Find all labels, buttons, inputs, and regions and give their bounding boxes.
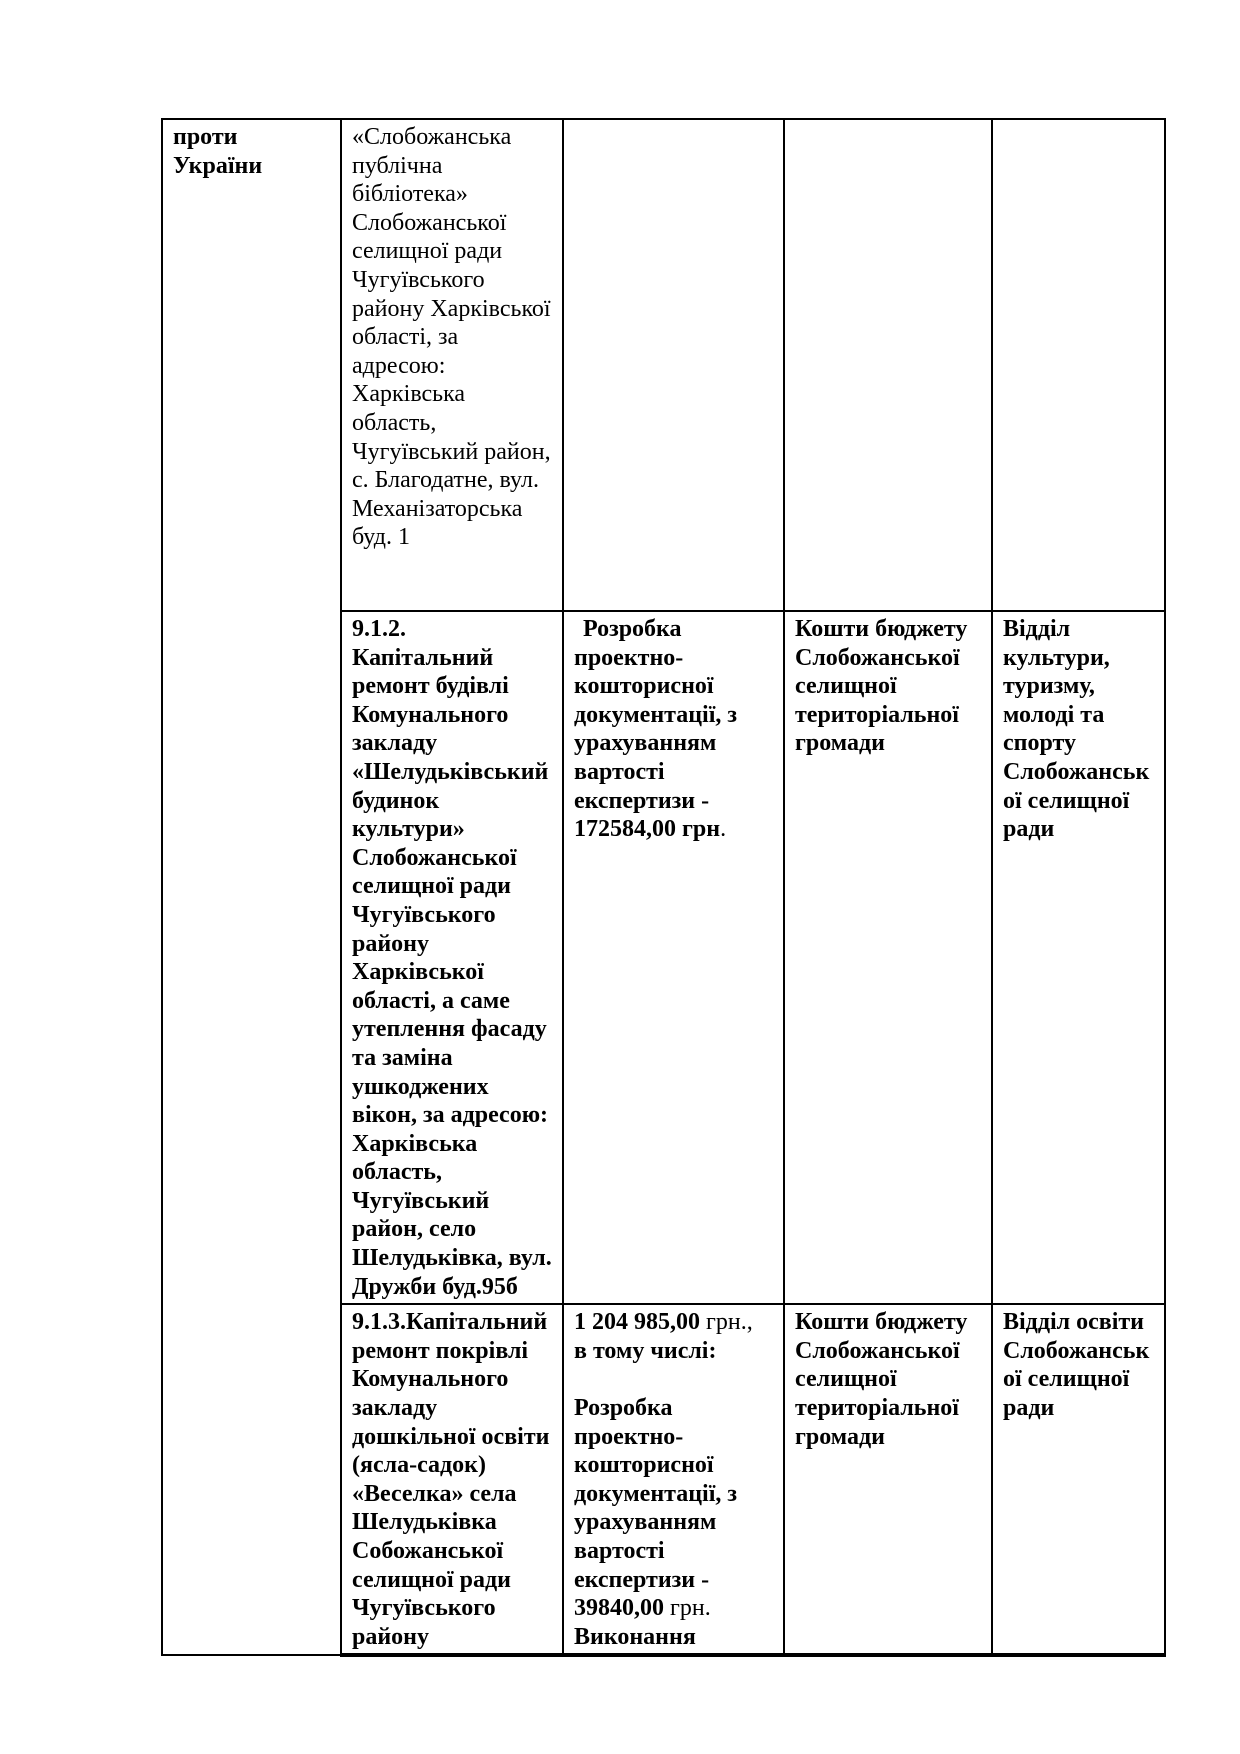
paragraph	[1003, 1308, 1155, 1422]
cell-object-913	[341, 1304, 563, 1655]
paragraph-blank	[574, 1365, 774, 1394]
cell-object-911	[341, 119, 563, 611]
text-run: в тому числі:	[574, 1337, 717, 1364]
cell-cost-913	[563, 1304, 784, 1655]
cell-executor-912	[992, 611, 1165, 1304]
paragraph	[795, 1308, 982, 1451]
cell-cost-912	[563, 611, 784, 1304]
cell-executor-911-empty	[992, 119, 1165, 611]
cell-funding-911-empty	[784, 119, 992, 611]
cell-funding-912	[784, 611, 992, 1304]
table-row-911-continuation	[162, 119, 1165, 611]
text-run: Відділ освіти Слобожанської селищної ради	[1003, 1309, 1150, 1422]
paragraph	[574, 1394, 774, 1651]
text-run: Розробка проектно-кошторисної документації, з урахуванням вартості експертизи -	[574, 616, 738, 814]
text-run: 9.1.2. Капітальний ремонт будівлі Комунального закладу «Шелудьківський будинок культури» Слобожанської селищної ради Чугуївського району Харківської області, а саме утеплення фасаду та заміна ушкоджених вікон, за адресою: Харківська область, Чугуївський район, село Шелудьківка, вул. Дружби буд.95б	[352, 616, 552, 1300]
text-run: грн.,	[700, 1309, 753, 1336]
cell-funding-913	[784, 1304, 992, 1655]
text-run: «Слобожанська публічна бібліотека» Слобожанської селищної ради Чугуївського району Харківської області, за адресою: Харківська область, Чугуївський район, с. Благодатне, вул. Механізаторська буд. 1	[352, 124, 551, 551]
paragraph	[352, 615, 553, 1301]
text-run: Кошти бюджету Слобожанської селищної територіальної громади	[795, 1309, 968, 1450]
program-measures-table	[161, 118, 1166, 1657]
cell-case-label	[162, 119, 341, 1655]
text-run: 9.1.3.Капітальний ремонт покрівлі Комунального закладу дошкільної освіти (ясла-садок) «Веселка» села Шелудьківка Собожанської селищної ради Чугуївського району	[352, 1309, 550, 1650]
text-run: 172584,00 грн	[574, 816, 721, 843]
paragraph	[574, 1337, 774, 1366]
cell-cost-911-empty	[563, 119, 784, 611]
paragraph	[574, 615, 774, 844]
text-run: проти України	[173, 124, 263, 179]
paragraph	[1003, 615, 1155, 844]
paragraph	[173, 123, 331, 180]
text-run: 39840,00	[574, 1595, 664, 1622]
text-run: Розробка проектно-кошторисної документації, з урахуванням вартості експертизи -	[574, 1395, 738, 1593]
paragraph	[352, 1308, 553, 1651]
text-run: 1 204 985,00	[574, 1309, 700, 1336]
cell-object-912	[341, 611, 563, 1304]
paragraph	[795, 615, 982, 758]
text-run: Кошти бюджету Слобожанської селищної територіальної громади	[795, 616, 968, 757]
paragraph	[352, 123, 553, 552]
cell-executor-913	[992, 1304, 1165, 1655]
text-run: .	[720, 816, 727, 843]
paragraph	[574, 1308, 774, 1337]
text-run: грн.	[664, 1595, 711, 1622]
text-run: Відділ культури, туризму, молоді та спорту Слобожанської селищної ради	[1003, 616, 1150, 843]
text-run: Виконання	[574, 1623, 696, 1650]
